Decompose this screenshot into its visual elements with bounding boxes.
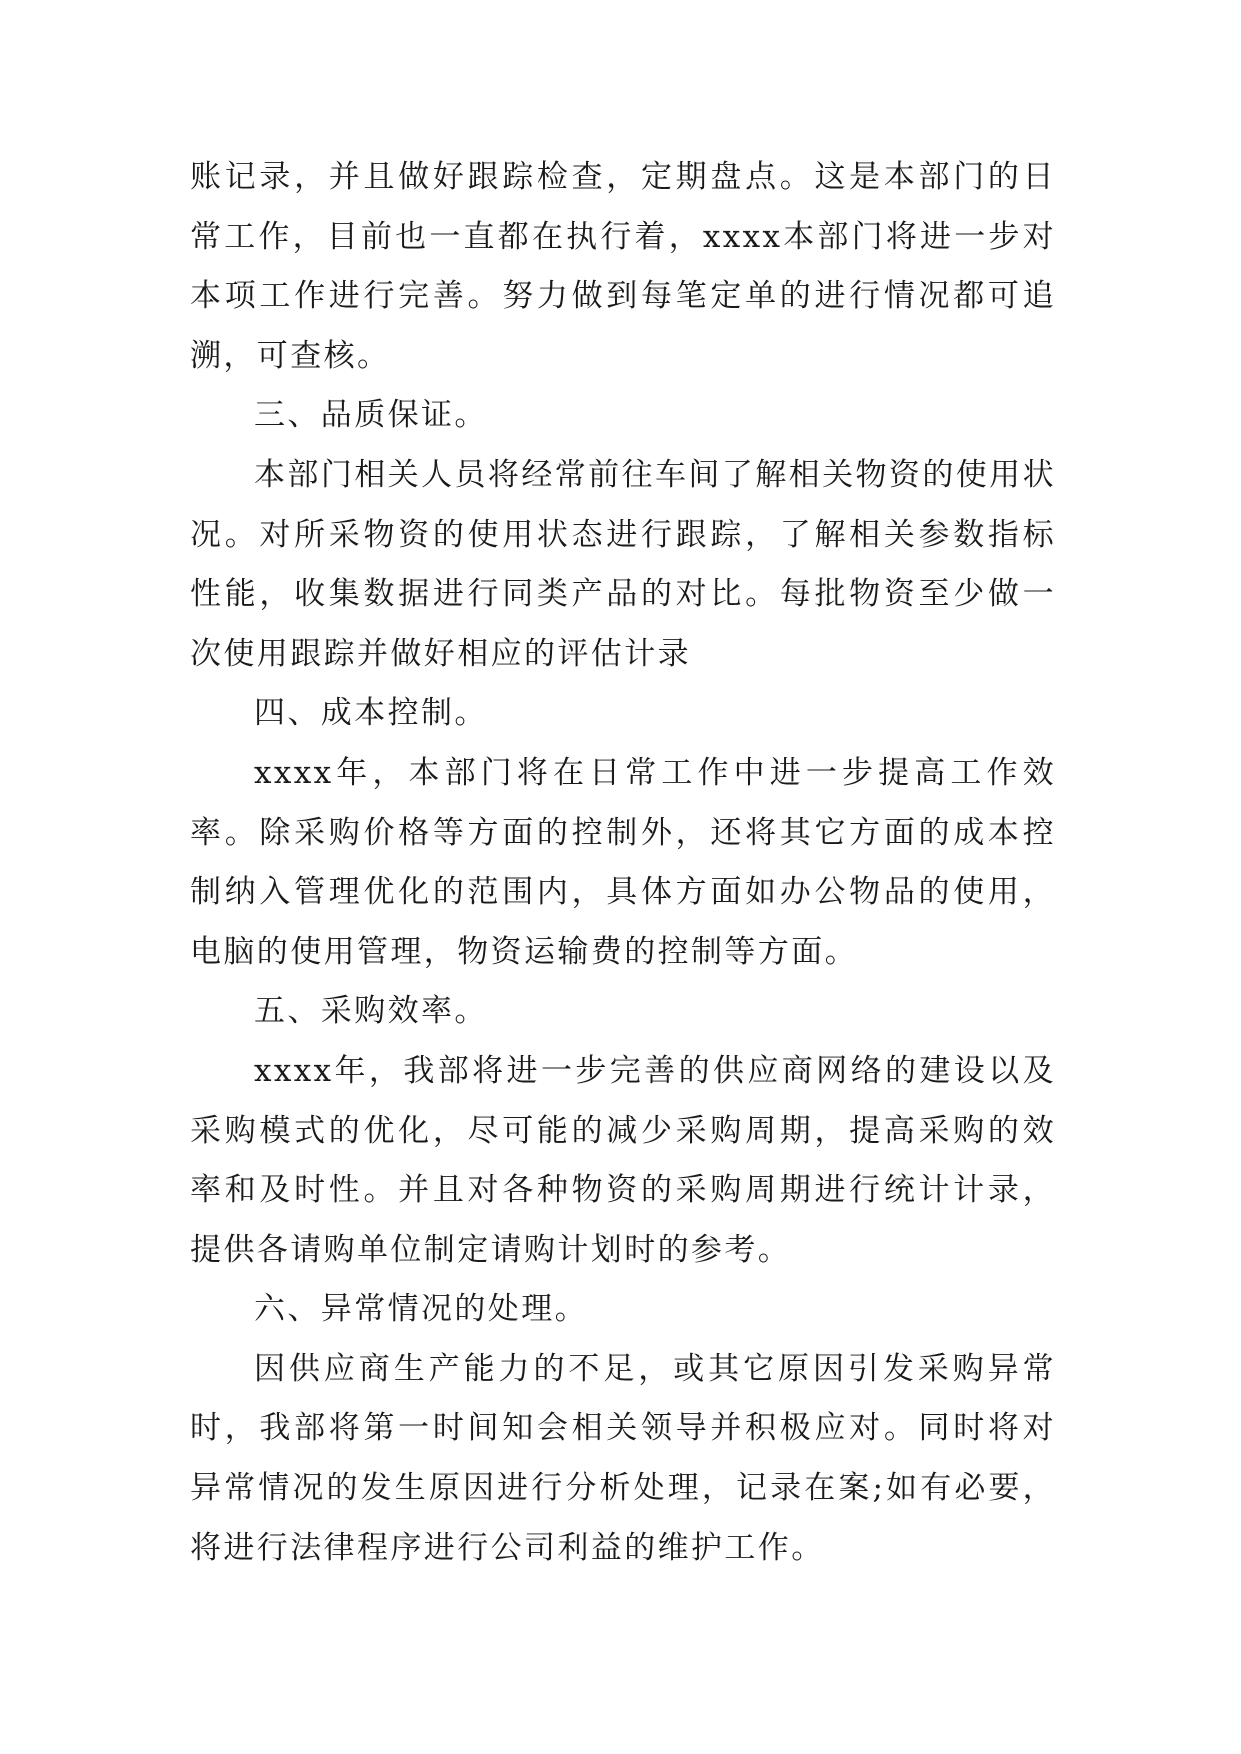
heading-cost-control: 四、成本控制。 [254, 695, 488, 732]
paragraph-continued: 账记录，并且做好跟踪检查，定期盘点。这是本部门的日常工作，目前也一直都在执行着，xxxx本部门将进一步对本项工作进行完善。努力做到每笔定单的进行情况都可追溯，可查核。 [190, 159, 1056, 374]
paragraph-procurement-efficiency: xxxx年，我部将进一步完善的供应商网络的建设以及采购模式的优化，尽可能的减少采购周期，提高采购的效率和及时性。并且对各种物资的采购周期进行统计计录，提供各请购单位制定请购计划时的参考。 [190, 1052, 1056, 1268]
paragraph-exception-handling: 因供应商生产能力的不足，或其它原因引发采购异常时，我部将第一时间知会相关领导并积极应对。同时将对异常情况的发生原因进行分析处理，记录在案;如有必要，将进行法律程序进行公司利益的维护工作。 [190, 1350, 1056, 1566]
heading-procurement-efficiency: 五、采购效率。 [254, 993, 488, 1030]
document-body [190, 148, 1056, 1578]
paragraph-quality-assurance: 本部门相关人员将经常前往车间了解相关物资的使用状况。对所采物资的使用状态进行跟踪，了解相关参数指标性能，收集数据进行同类产品的对比。每批物资至少做一次使用跟踪并做好相应的评估计录 [190, 456, 1056, 672]
heading-quality-assurance: 三、品质保证。 [254, 397, 488, 434]
paragraph-cost-control: xxxx年，本部门将在日常工作中进一步提高工作效率。除采购价格等方面的控制外，还将其它方面的成本控制纳入管理优化的范围内，具体方面如办公物品的使用，电脑的使用管理，物资运输费的控制等方面。 [190, 754, 1056, 970]
heading-exception-handling: 六、异常情况的处理。 [254, 1291, 588, 1328]
